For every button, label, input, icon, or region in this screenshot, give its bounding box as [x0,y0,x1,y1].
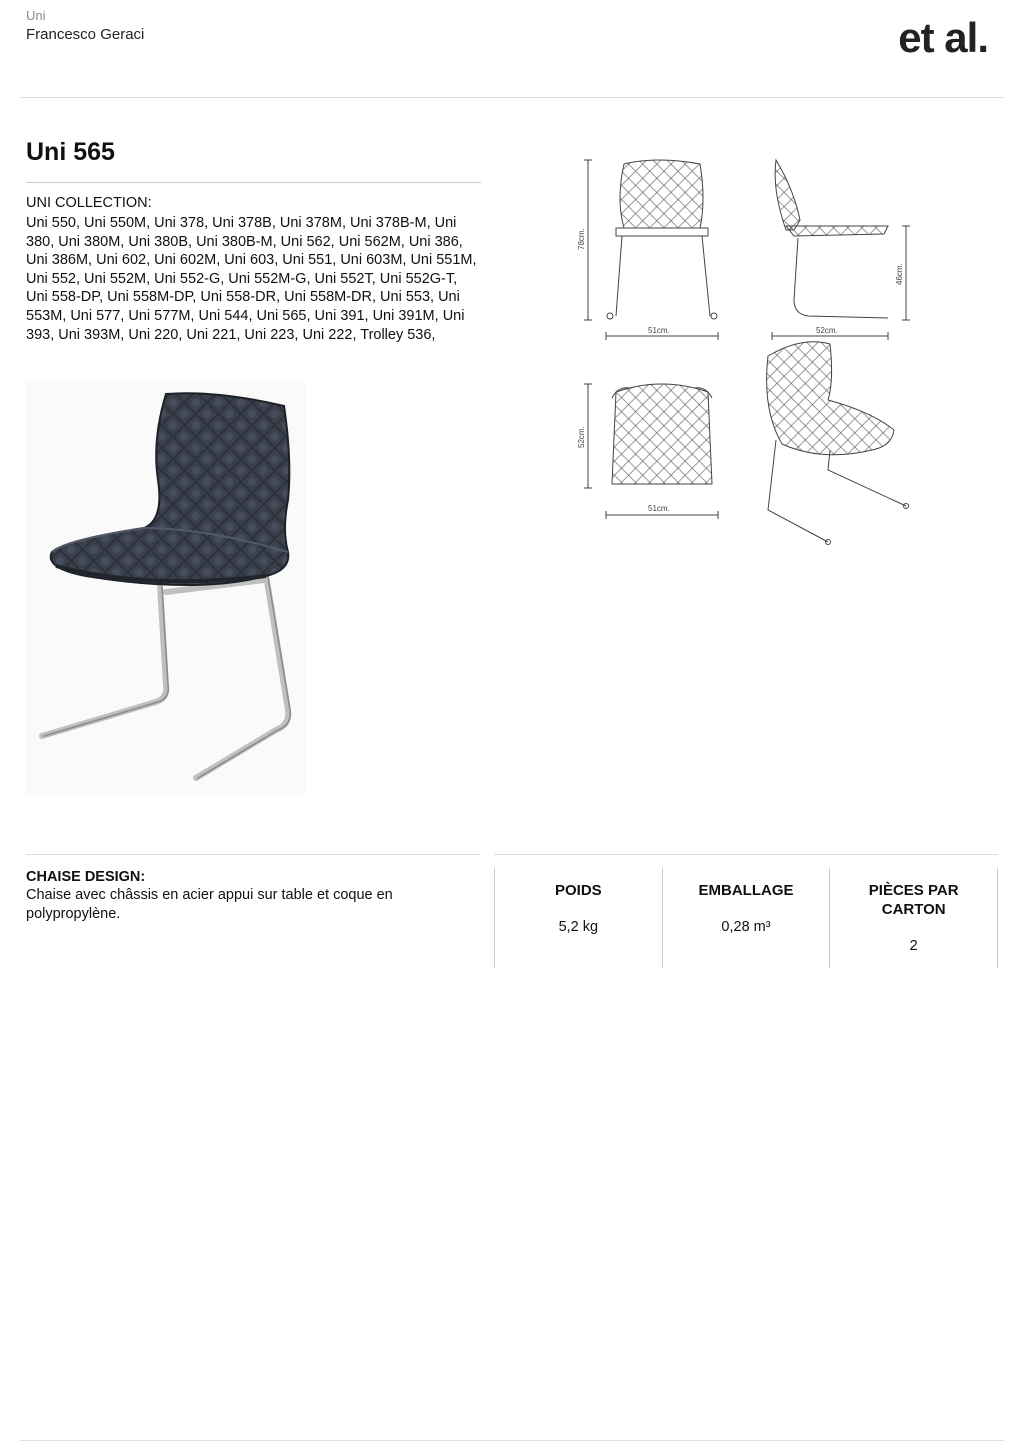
title-divider [26,182,481,183]
top-depth-label: 52cm. [577,426,586,448]
spec-value: 2 [909,938,918,954]
brand-logo: et al. [898,14,988,61]
top-width-label: 51cm. [648,504,670,513]
side-seat-height-label: 46cm. [895,263,904,285]
spec-label: PIÈCES PAR CARTON [868,882,959,918]
front-width-label: 51cm. [648,326,670,335]
front-view-drawing [584,160,718,340]
specs-table [494,868,998,968]
technical-drawings [572,150,922,550]
spec-label: EMBALLAGE [698,882,794,899]
description-title: CHAISE DESIGN: [26,869,146,885]
designer-name: Francesco Geraci [26,26,145,43]
description-text: Chaise avec châssis en acier appui sur table et coque en polypropylène. [26,887,393,922]
header-divider [20,97,1004,98]
spec-value: 5,2 kg [558,919,599,935]
spec-value: 0,28 m³ [721,919,771,935]
top-view-drawing [584,384,718,519]
front-height-label: 78cm. [577,228,586,250]
side-view-drawing [772,160,910,340]
spec-packaging [662,868,830,968]
footer-divider [20,1440,1004,1441]
perspective-view-drawing [767,342,909,545]
collection-list: Uni 550, Uni 550M, Uni 378, Uni 378B, Uni 378M, Uni 378B-M, Uni 380, Uni 380M, Uni 380B, Uni 380B-M, Uni 562, Uni 562M, Uni 386, Uni 386M, Uni 602, Uni 602M, Uni 603, Uni 551, Uni 603M, Uni 551M, Uni 552, Uni 552M, Uni 552-G, Uni 552M-G, Uni 552T, Uni 552G-T, Uni 558-DP, Uni 558M-DP, Uni 558-DR, Uni 558M-DR, Uni 553, Uni 553M, Uni 577, Uni 577M, Uni 544, Uni 565, Uni 391, Uni 391M, Uni 393, Uni 393M, Uni 220, Uni 221, Uni 223, Uni 222, Trolley 536, [26,215,477,343]
spec-pieces-per-carton [829,868,998,968]
collection-heading: UNI COLLECTION: [26,195,152,211]
side-depth-label: 52cm. [816,326,838,335]
description-divider [26,854,481,855]
product-title: Uni 565 [26,138,115,166]
spec-weight [494,868,662,968]
product-photo [26,380,306,796]
collection-name: Uni [26,8,46,23]
specs-divider [494,854,998,855]
spec-label: POIDS [554,882,602,899]
